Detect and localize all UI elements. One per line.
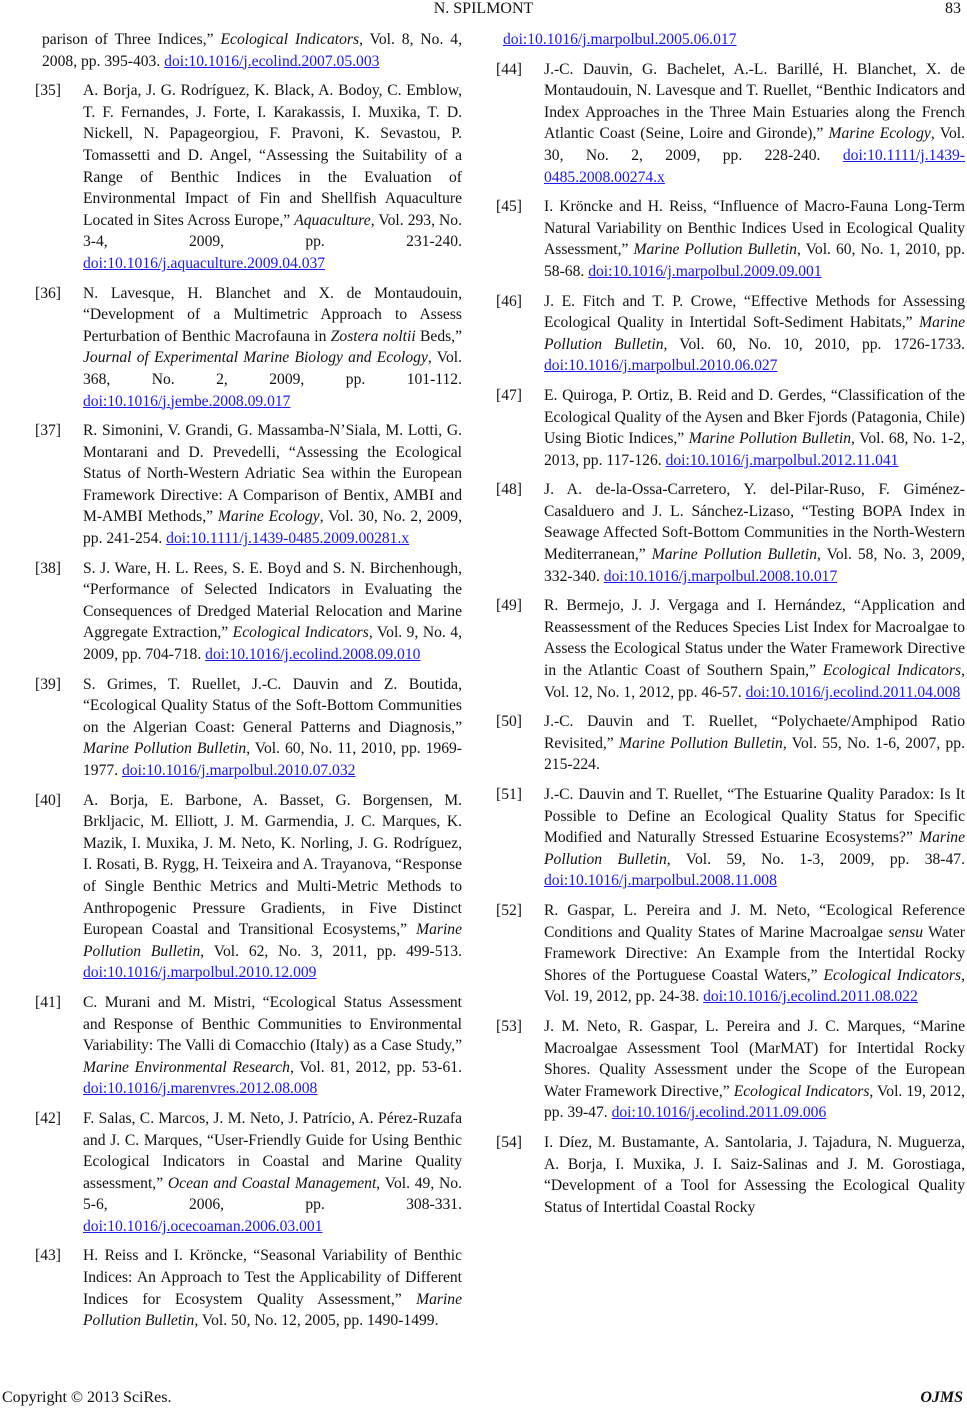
italic-title: Ocean and Coastal Management [167,1174,377,1192]
reference-number: [54] [496,1133,522,1151]
reference-number: [41] [35,993,61,1011]
italic-title: sensu [888,923,924,941]
reference-number: [49] [496,597,522,615]
italic-title: Marine Pollution Bulletin [83,1290,462,1330]
doi-link[interactable]: doi:10.1016/j.marpolbul.2008.10.017 [603,567,838,585]
reference-item [496,595,965,703]
reference-text: , Vol. 49, No. 5-6, 2006, pp. 308-331. [83,1174,463,1214]
doi-link[interactable]: doi:10.1016/j.aquaculture.2009.04.037 [83,254,326,272]
reference-text: H. Reiss and I. Kröncke, “Seasonal Variability of Benthic Indices: An Approach to Test the Applicability of Different Indices for Ecosystem Quality Assessment,” [83,1247,462,1308]
reference-number: [52] [496,901,522,919]
reference-text: I. Kröncke and H. Reiss, “Influence of Macro-Fauna Long-Term Natural Variability on Benthic Indices Used in Ecological Quality Assessment,” [544,198,965,259]
reference-text: , Vol. 50, No. 12, 2005, pp. 1490-1499. [194,1312,439,1330]
reference-item [35,1108,463,1238]
italic-title: Marine Pollution Bulletin [83,921,462,960]
running-head-author: N. SPILMONT [433,0,534,17]
reference-item [496,385,966,471]
reference-text: A. Borja, J. G. Rodríguez, K. Black, A. Bodoy, C. Emblow, T. F. Fernandes, J. Forte, I. Karakassis, I. Muxika, T. D. Nickell, N. Papageorgiou, F. Pravoni, K. Sevastou, P. Tomassetti and D. Angel, “Assessing the Suitability of a Range of Benthic Indices in the Evaluation of Environmental Impact of Fin and Shellfish Aquaculture Located in Sites Across Europe,” [83,82,462,229]
page-footer [2,1389,963,1407]
continued-reference [42,29,462,72]
reference-text: , Vol. 368, No. 2, 2009, pp. 101-112. [83,349,462,388]
reference-item [35,674,462,782]
reference-number: [47] [496,386,522,404]
reference-item [496,291,966,377]
reference-text: , Vol. 60, No. 1, 2010, pp. 58-68. [544,241,965,280]
reference-number: [42] [35,1109,61,1127]
italic-title: Marine Pollution Bulletin [633,241,797,259]
reference-text: , Vol. 19, 2012, pp. 39-47. [544,1082,965,1122]
reference-item [35,1245,462,1331]
reference-text: , Vol. 55, No. 1-6, 2007, pp. 215-224. [544,734,965,774]
reference-text: C. Murani and M. Mistri, “Ecological Status Assessment and Response of Benthic Communities to Environmental Variability: The Valli di Comacchio (Italy) as a Case Study,” [83,993,462,1055]
reference-text: R. Simonini, V. Grandi, G. Massamba-N’Siala, M. Lotti, G. Montarani and D. Prevedelli, “Assessing the Ecological Status of North-Western Adriatic Sea within the European Framework Directive: A Comparison of Bentix, AMBI and M-AMBI Methods,” [83,422,462,526]
doi-link[interactable]: doi:10.1016/j.ecolind.2008.09.010 [205,646,421,664]
reference-text: J. M. Neto, R. Gaspar, L. Pereira and J. C. Marques, “Marine Macroalgae Assessment Tool (MarMAT) for Intertidal Rocky Shores. Quality Assessment under the Scope of the European Water Framework Directive,” [544,1017,965,1100]
reference-item [496,711,965,776]
reference-text: , Vol. 60, No. 11, 2010, pp. 1969-1977. [83,740,462,779]
reference-text: S. Grimes, T. Ruellet, J.-C. Dauvin and Z. Boutida, “Ecological Quality Status of the Soft-Bottom Communities on the Algerian Coast: General Patterns and Diagnosis,” [83,675,462,736]
reference-text: , Vol. 12, No. 1, 2012, pp. 46-57. [544,662,965,701]
doi-link[interactable]: doi:10.1016/j.jembe.2008.09.017 [83,392,291,410]
reference-text: J.-C. Dauvin, G. Bachelet, A.-L. Barillé, H. Blanchet, X. de Montaudouin, N. Lavesque and T. Ruellet, “Benthic Indicators and Index Approaches in the Three Main Estuaries along the French Atlantic Coast (Seine, Loire and Gironde),” [544,60,965,143]
reference-text: I. Díez, M. Bustamante, A. Santolaria, J. Tajadura, N. Muguerza, A. Borja, I. Muxika, J. I. Saiz-Salinas and J. M. Gorostiaga, “Development of a Tool for Assessing the Ecological Quality Status of Intertidal Coastal Rocky [544,1133,965,1216]
reference-item [35,420,462,550]
doi-link[interactable]: doi:10.1111/j.1439-0485.2008.00274.x [544,146,965,186]
reference-text: Beds,” [415,327,463,345]
reference-item [35,558,462,666]
reference-number: [36] [35,284,61,302]
reference-number: [51] [496,786,522,803]
reference-number: [44] [496,60,522,78]
doi-link[interactable]: doi:10.1016/j.ecolind.2011.09.006 [611,1104,827,1122]
reference-text: , Vol. 58, No. 3, 2009, 332-340. [544,546,965,585]
reference-item [496,784,965,892]
doi-link[interactable]: doi:10.1016/j.marpolbul.2010.12.009 [83,964,317,982]
reference-item [35,283,463,413]
italic-title: Marine Pollution Bulletin [83,740,247,758]
reference-text: , Vol. 68, No. 1-2, 2013, pp. 117-126. [544,430,966,469]
reference-number: [53] [496,1017,522,1035]
italic-title: Marine Environmental Research [83,1058,290,1076]
italic-title: Marine Ecology [828,125,931,143]
reference-text: A. Borja, E. Barbone, A. Basset, G. Borgensen, M. Brkljacic, M. Elliott, J. M. Garmendia, J. C. Marques, K. Mazik, I. Muxika, J. M. Neto, K. Norling, J. G. Rodríguez, I. Rosati, B. Rygg, H. Teixeira and A. Trayanova, “Response of Single Benthic Metrics and Multi-Metric Methods to Anthropogenic Pressure Gradients, in Five Distinct European Coastal and Transitional Ecosystems,” [83,791,462,939]
doi-link[interactable]: doi:10.1111/j.1439-0485.2009.00281.x [166,530,410,548]
doi-link[interactable]: doi:10.1016/j.marenvres.2012.08.008 [83,1080,318,1098]
doi-link[interactable]: doi:10.1016/j.marpolbul.2008.11.008 [544,872,777,890]
reference-text: , Vol. 19, 2012, pp. 24-38. [544,966,965,1006]
reference-text: , Vol. 8, No. 4, 2008, pp. 395-403. [42,31,462,70]
reference-text: R. Gaspar, L. Pereira and J. M. Neto, “Ecological Reference Conditions and Quality States of Marine Macroalgae [544,901,965,941]
italic-title: Marine Pollution Bulletin [544,829,965,868]
reference-number: [50] [496,713,522,731]
reference-text: N. Lavesque, H. Blanchet and X. de Montaudouin, “Development of a Multimetric Approach to Assess Perturbation of Benthic Macrofauna in [83,284,462,345]
reference-item [496,900,965,1008]
italic-title: Aquaculture [294,211,371,229]
reference-number: [40] [35,791,61,809]
reference-text: F. Salas, C. Marcos, J. M. Neto, J. Patrício, A. Pérez-Ruzafa and J. C. Marques, “User-Friendly Guide for Using Benthic Ecological Indicators in Coastal and Marine Quality assessment,” [83,1109,462,1192]
doi-link[interactable]: doi:10.1016/j.ecolind.2007.05.003 [164,52,380,70]
italic-title: Ecological Indicators [822,662,962,680]
doi-link[interactable]: doi:10.1016/j.marpolbul.2012.11.041 [665,451,899,469]
right-column [496,29,966,1226]
italic-title: Ecological Indicators [220,31,360,48]
reference-text: Water Framework Directive: An Example from the Intertidal Rocky Shores of the Portuguese Coastal Waters,” [544,923,965,984]
doi-link[interactable]: doi:10.1016/j.marpolbul.2010.07.032 [121,762,356,779]
italic-title: Ecological Indicators [232,624,369,642]
italic-title: Marine Pollution Bulletin [544,314,965,353]
reference-text: J. A. de-la-Ossa-Carretero, Y. del-Pilar-Ruso, F. Giménez-Casalduero and J. L. Sánchez-Lizaso, “Testing BOPA Index in Seawage Affected Soft-Bottom Communities in the North-Western Mediterranean,” [544,481,965,564]
reference-number: [35] [35,82,61,100]
italic-title: Zostera noltii [330,327,416,345]
reference-number: [45] [496,198,522,216]
page-header [0,0,967,22]
reference-text: , Vol. 81, 2012, pp. 53-61. [289,1058,462,1076]
reference-text: , Vol. 293, No. 3-4, 2009, pp. 231-240. [83,211,462,251]
italic-title: Journal of Experimental Marine Biology and Ecology [83,349,428,367]
doi-link[interactable]: doi:10.1016/j.marpolbul.2005.06.017 [503,31,737,48]
doi-link[interactable]: doi:10.1016/j.marpolbul.2010.06.027 [544,357,778,375]
reference-text: J. E. Fitch and T. P. Crowe, “Effective Methods for Assessing Ecological Quality in Intertidal Soft-Sediment Habitats,” [544,292,965,332]
reference-number: [39] [35,675,61,693]
italic-title: Ecological Indicators [823,966,962,984]
reference-item [35,80,462,274]
doi-link[interactable]: doi:10.1016/j.marpolbul.2009.09.001 [588,262,822,280]
reference-number: [38] [35,559,61,577]
journal-abbrev: OJMS [920,1389,963,1406]
italic-title: Marine Pollution Bulletin [688,430,852,448]
reference-text: , Vol. 60, No. 10, 2010, pp. 1726-1733. [663,335,966,353]
reference-text: , Vol. 59, No. 1-3, 2009, pp. 38-47. [666,850,965,868]
reference-number: [46] [496,292,522,310]
reference-item [496,1132,965,1218]
italic-title: Marine Pollution Bulletin [651,546,817,564]
reference-text: , Vol. 30, No. 2, 2009, pp. 241-254. [83,508,462,548]
reference-text: J.-C. Dauvin and T. Ruellet, “The Estuarine Quality Paradox: Is It Possible to Define an Ecological Quality Status for Specific Modified and Naturally Stressed Estuarine Ecosystems?” [544,786,965,847]
italic-title: Ecological Indicators [733,1082,870,1100]
doi-link[interactable]: doi:10.1016/j.ecolind.2011.04.008 [745,683,961,701]
reference-text: , Vol. 9, No. 4, 2009, pp. 704-718. [83,624,462,664]
page-number: 83 [945,0,961,17]
reference-item [496,479,965,587]
reference-item [496,59,965,189]
reference-item [496,196,965,282]
reference-text: , Vol. 30, No. 2, 2009, pp. 228-240. [544,125,965,164]
left-column [35,29,463,1340]
reference-item [35,992,462,1100]
continued-reference [503,29,965,51]
doi-link[interactable]: doi:10.1016/j.ecolind.2011.08.022 [703,988,918,1006]
reference-text: J.-C. Dauvin and T. Ruellet, “Polychaete/Amphipod Ratio Revisited,” [544,713,965,752]
reference-text: R. Bermejo, J. J. Vergaga and I. Hernández, “Application and Reassessment of the Reduces Species List Index for Macroalgae to Assess the Ecological Status under the Water Framework Directive in the Atlantic Coast of Southern Spain,” [544,597,965,680]
italic-title: Marine Ecology [217,508,320,526]
reference-item [35,790,462,984]
reference-text: , Vol. 62, No. 3, 2011, pp. 499-513. [200,942,462,960]
copyright: Copyright © 2013 SciRes. [2,1389,172,1406]
doi-link[interactable]: doi:10.1016/j.ocecoaman.2006.03.001 [83,1217,323,1235]
reference-number: [43] [35,1247,61,1265]
reference-item [496,1016,965,1124]
reference-number: [48] [496,481,522,499]
reference-text: parison of Three Indices,” [42,31,221,48]
italic-title: Marine Pollution Bulletin [618,734,783,752]
reference-text: S. J. Ware, H. L. Rees, S. E. Boyd and S. N. Birchenhough, “Performance of Selected Indicators in Evaluating the Consequences of Dredged Material Relocation and Marine Aggregate Extraction,” [83,559,462,642]
reference-number: [37] [35,422,61,440]
reference-text: E. Quiroga, P. Ortiz, B. Reid and D. Gerdes, “Classification of the Ecological Quality of the Aysen and Bker Fjords (Patagonia, Chile) Using Biotic Indices,” [544,386,965,448]
